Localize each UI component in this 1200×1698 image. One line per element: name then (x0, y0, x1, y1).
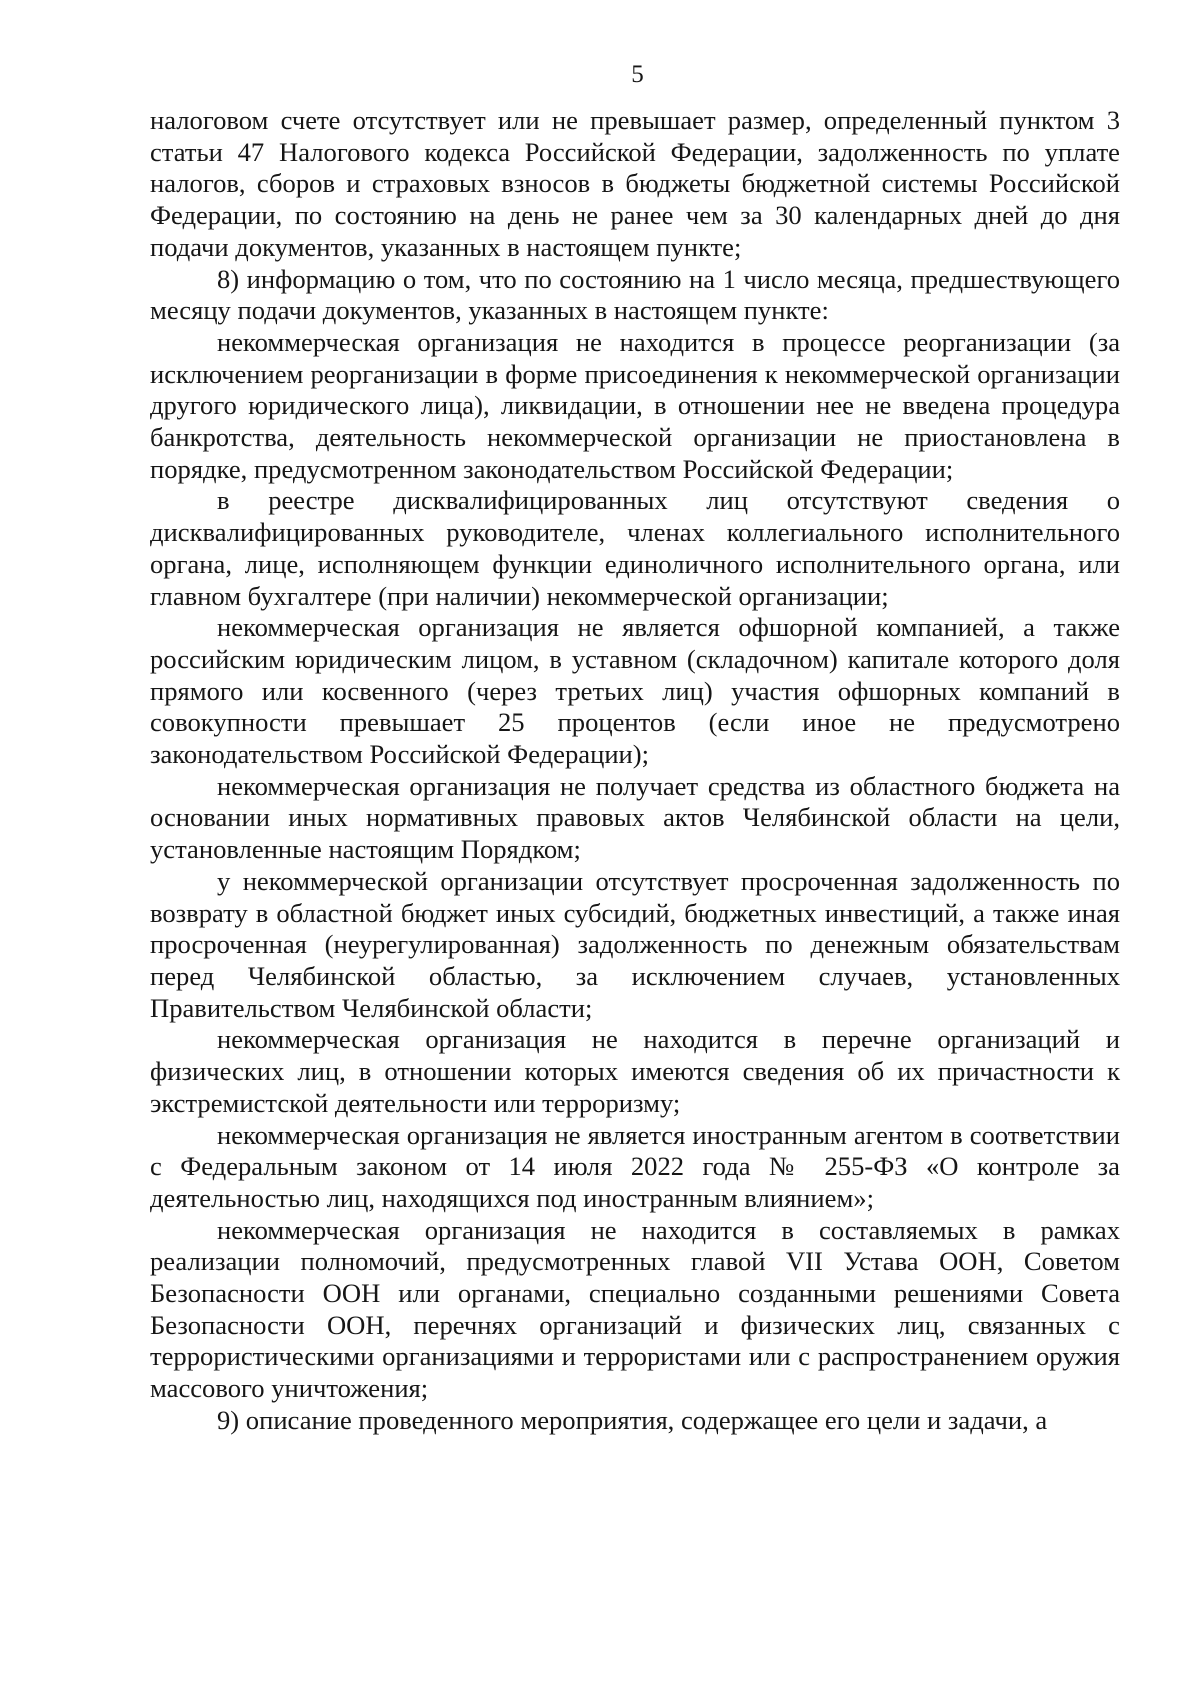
paragraph-offshore: некоммерческая организация не является офшорной компанией, а также российским юридическим лицом, в уставном (складочном) капитале которого доля прямого или косвенного (через третьих лиц) участия офшорных компаний в совокупности превышает 25 процентов (если иное не предусмотрено законодательством Российской Федерации); (150, 612, 1120, 770)
paragraph-item-9: 9) описание проведенного мероприятия, содержащее его цели и задачи, а (217, 1404, 1048, 1435)
paragraph-extremism-list: некоммерческая организация не находится в перечне организаций и физических лиц, в отношении которых имеются сведения об их причастности к экстремистской деятельности или терроризму; (150, 1024, 1120, 1118)
paragraph-foreign-agent: некоммерческая организация не является иностранным агентом в соответствии с Федеральным законом от 14 июля 2022 года № 255-ФЗ «О контроле за деятельностью лиц, находящихся под иностранным влиянием»; (150, 1119, 1120, 1213)
paragraph-disqualified-persons: в реестре дисквалифицированных лиц отсутствуют сведения о дисквалифицированных руководителе, членах коллегиального исполнительного органа, лице, исполняющем функции единоличного исполнительного органа, или главном бухгалтере (при наличии) некоммерческой организации; (150, 485, 1120, 611)
paragraph-no-reorganization: некоммерческая организация не находится в процессе реорганизации (за исключением реорганизации в форме присоединения к некоммерческой организации другого юридического лица), ликвидации, в отношении нее не введена процедура банкротства, деятельность некоммерческой организации не приостановлена в порядке, предусмотренном законодательством Российской Федерации; (150, 326, 1120, 484)
paragraph-item-8: 8) информацию о том, что по состоянию на 1 число месяца, предшествующего месяцу подачи документов, указанных в настоящем пункте: (150, 263, 1120, 326)
page-number: 5 (631, 61, 644, 88)
document-body (150, 105, 1120, 1437)
paragraph-no-overdue-debt: у некоммерческой организации отсутствует просроченная задолженность по возврату в областной бюджет иных субсидий, бюджетных инвестиций, а также иная просроченная (неурегулированная) задолженность по денежным обязательствам перед Челябинской областью, за исключением случаев, установленных Правительством Челябинской области; (150, 865, 1120, 1023)
paragraph-un-lists: некоммерческая организация не находится в составляемых в рамках реализации полномочий, предусмотренных главой VII Устава ООН, Советом Безопасности ООН или органами, специально созданными решениями Совета Безопасности ООН, перечнях организаций и физических лиц, связанных с террористическими организациями и террористами или с распространением оружия массового уничтожения; (150, 1214, 1120, 1404)
paragraph-no-other-funding: некоммерческая организация не получает средства из областного бюджета на основании иных нормативных правовых актов Челябинской области на цели, установленные настоящим Порядком; (150, 770, 1120, 865)
paragraph-tax-debt-continuation: налоговом счете отсутствует или не превышает размер, определенный пунктом 3 статьи 47 Налогового кодекса Российской Федерации, задолженность по уплате налогов, сборов и страховых взносов в бюджеты бюджетной системы Российской Федерации, по состоянию на день не ранее чем за 30 календарных дней до дня подачи документов, указанных в настоящем пункте; (150, 105, 1120, 262)
